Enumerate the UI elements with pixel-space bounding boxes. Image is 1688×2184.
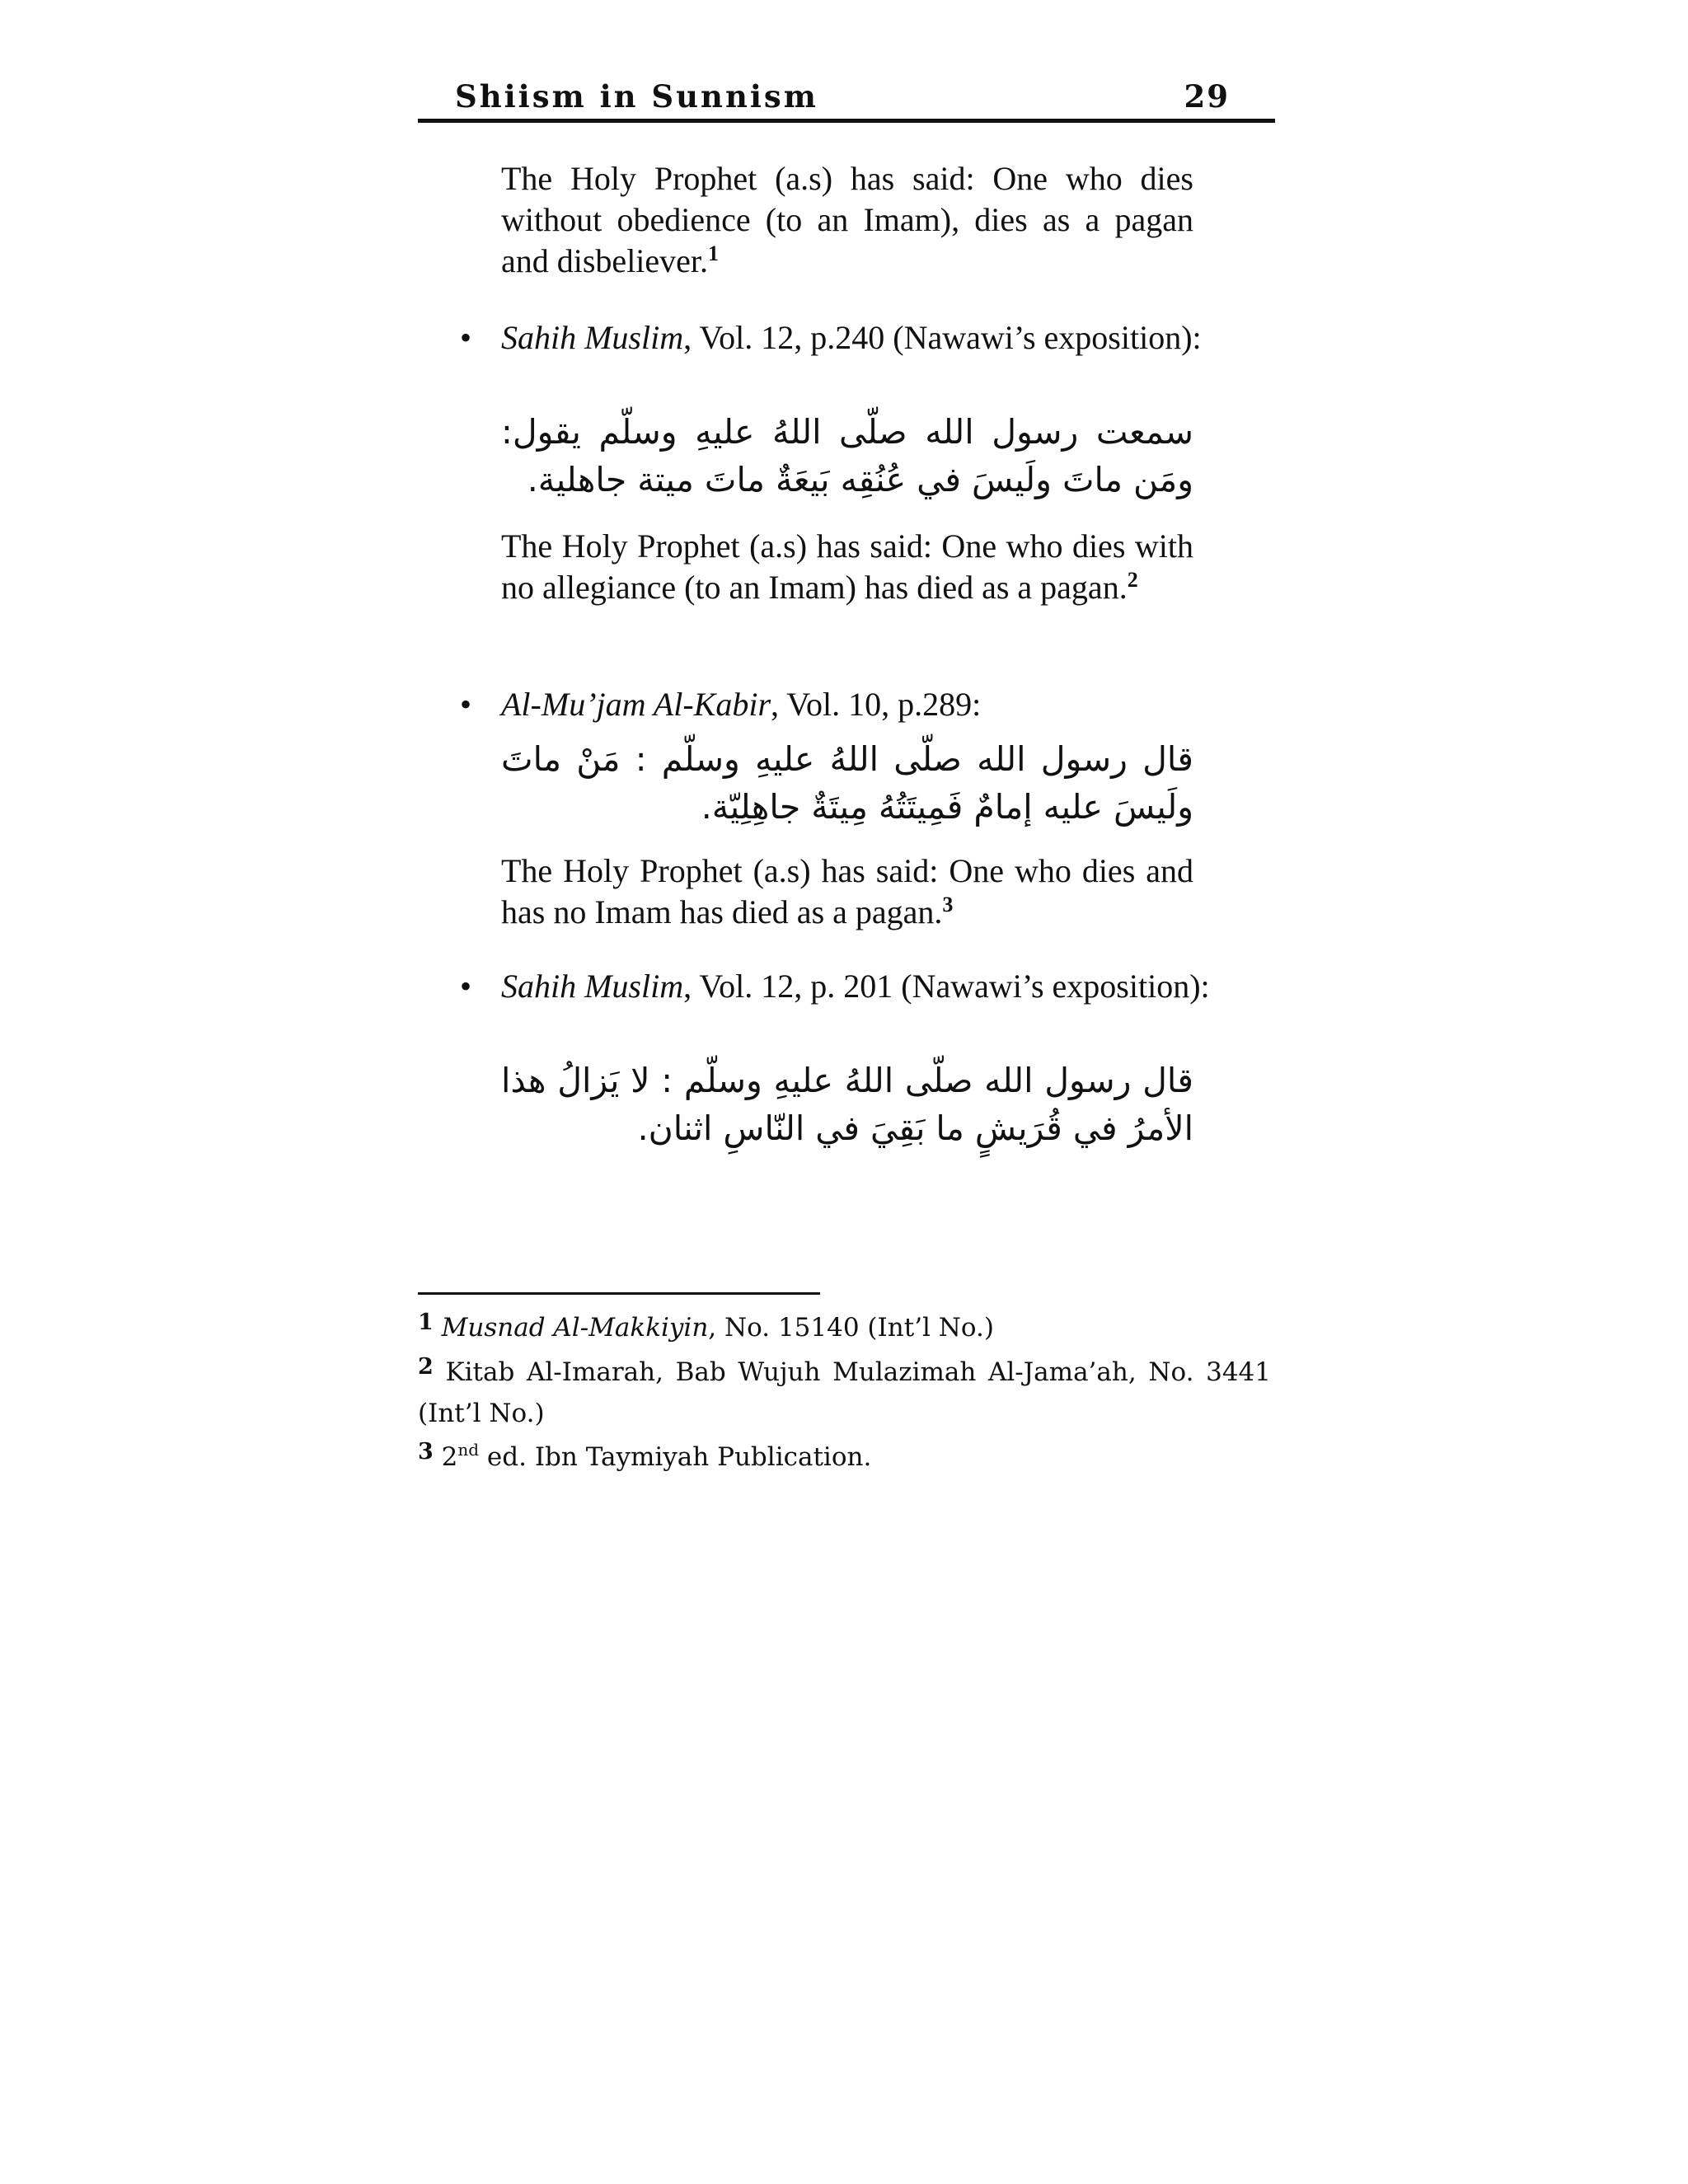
translation-text: The Holy Prophet (a.s) has said: One who dies without obedience (to an Imam), dies as a pagan and disbeliever. xyxy=(501,160,1193,279)
footnote-text: , No. 15140 (Int’l No.) xyxy=(708,1313,995,1343)
hadith-translation-3 xyxy=(501,851,1193,933)
running-title: Shiism in Sunnism xyxy=(455,78,818,115)
footnote-3 xyxy=(418,1436,1271,1478)
source-citation-3 xyxy=(501,966,1269,1007)
arabic-hadith-1: سمعت رسول الله صلّى اللهُ عليهِ وسلّم يقول: ومَن ماتَ ولَيسَ في عُنُقِه بَيعَةٌ ماتَ ميتة جاهلية. xyxy=(501,412,1193,499)
source-reference: , Vol. 12, p.240 (Nawawi’s exposition): xyxy=(683,319,1202,356)
footnote-1 xyxy=(418,1307,1271,1348)
page-number: 29 xyxy=(1184,78,1230,115)
bullet-marker: • xyxy=(460,319,472,356)
source-citation-1 xyxy=(501,317,1269,359)
source-title: Sahih Muslim xyxy=(501,319,684,356)
source-reference: , Vol. 12, p. 201 (Nawawi’s exposition): xyxy=(683,968,1210,1005)
footnote-ordinal: nd xyxy=(457,1440,480,1460)
footnote-mark: 3 xyxy=(418,1439,434,1465)
arabic-hadith-2: قال رسول الله صلّى اللهُ عليهِ وسلّم : مَنْ ماتَ ولَيسَ عليه إمامٌ فَمِيتَتُهُ مِيتَةٌ جاهِلِيّة. xyxy=(501,739,1193,827)
footnote-ref-2[interactable]: 2 xyxy=(1127,568,1138,592)
footnote-ref-1[interactable]: 1 xyxy=(708,241,720,265)
source-title: Al-Mu’jam Al-Kabir xyxy=(501,686,771,723)
bullet-marker: • xyxy=(460,968,472,1005)
source-reference: , Vol. 10, p.289: xyxy=(771,686,982,723)
footnote-separator xyxy=(418,1292,820,1295)
bullet-marker: • xyxy=(460,686,472,723)
arabic-hadith-3: قال رسول الله صلّى اللهُ عليهِ وسلّم : لا يَزالُ هذا الأمرُ في قُرَيشٍ ما بَقِيَ في النّاسِ اثنان. xyxy=(501,1061,1193,1148)
translation-text: The Holy Prophet (a.s) has said: One who dies with no allegiance (to an Imam) has died as a pagan. xyxy=(501,527,1193,606)
footnote-italic: Musnad Al-Makkiyin xyxy=(441,1313,709,1343)
footnote-2 xyxy=(418,1352,1271,1434)
source-title: Sahih Muslim xyxy=(501,968,684,1005)
translation-text: The Holy Prophet (a.s) has said: One who dies and has no Imam has died as a pagan. xyxy=(501,852,1193,930)
footnote-ref-3[interactable]: 3 xyxy=(942,893,954,916)
hadith-translation-1 xyxy=(501,158,1193,282)
footnote-text: Kitab Al-Imarah, Bab Wujuh Mulazimah Al-Jama’ah, No. 3441 (Int’l No.) xyxy=(418,1357,1271,1428)
footnote-text: ed. Ibn Taymiyah Publication. xyxy=(479,1442,872,1472)
footnote-mark: 2 xyxy=(418,1354,434,1380)
hadith-translation-2 xyxy=(501,526,1193,608)
source-citation-2 xyxy=(501,684,1269,725)
running-header xyxy=(418,78,1275,121)
footnote-text-pre: 2 xyxy=(433,1442,458,1472)
header-rule xyxy=(418,119,1275,123)
footnote-mark: 1 xyxy=(418,1310,434,1335)
